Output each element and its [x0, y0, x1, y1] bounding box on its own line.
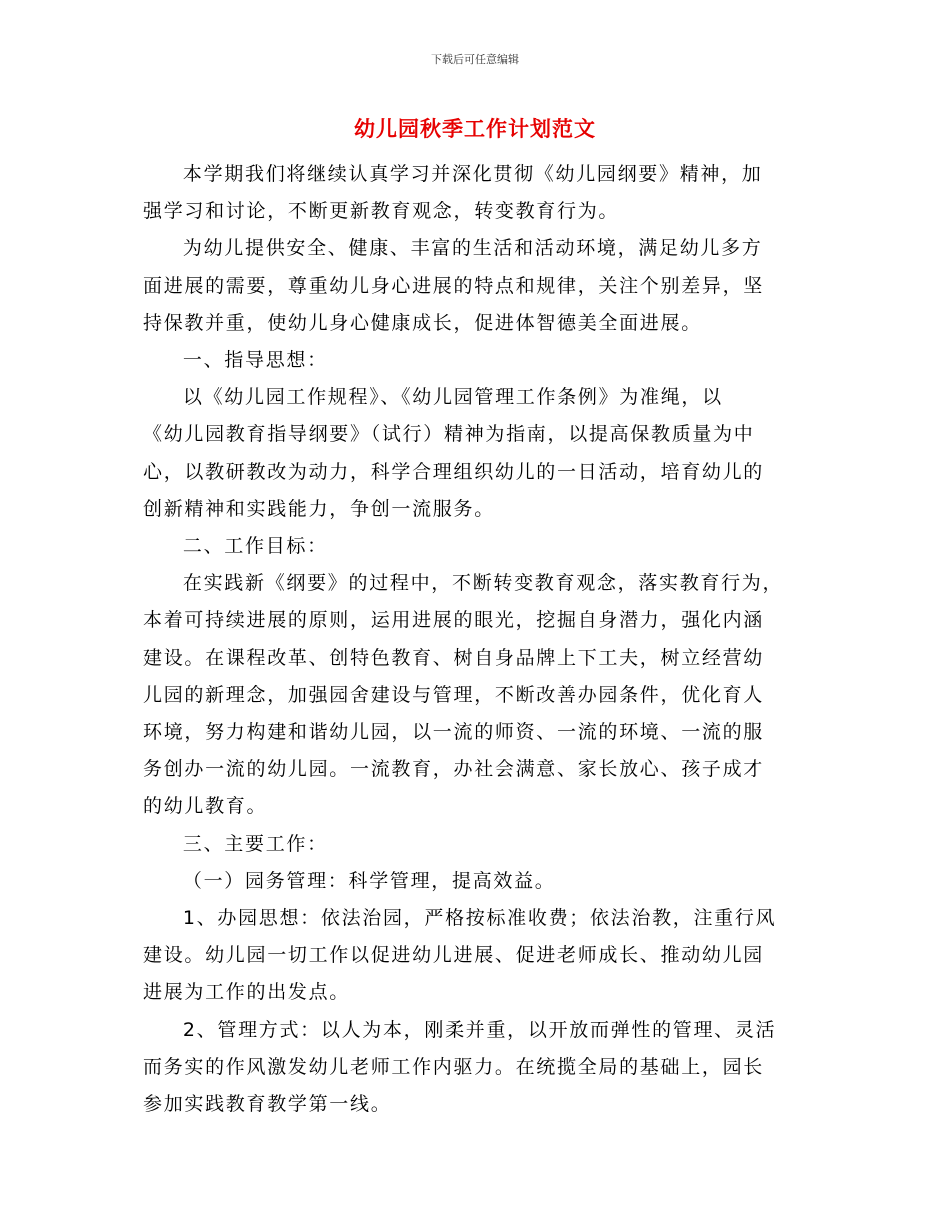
page-header-note: 下载后可任意编辑	[431, 53, 519, 66]
subsection-heading-management: （一）园务管理：科学管理，提高效益。	[182, 869, 556, 892]
paragraph-management-style: 2、管理方式：以人为本，刚柔并重，以开放而弹性的管理、灵活 而务实的作风激发幼儿老师工作内驱力。在统揽全局的基础上，园长 参加实践教育教学第一线。	[143, 1018, 777, 1116]
paragraph-guiding-thought: 以《幼儿园工作规程》、《幼儿园管理工作条例》为准绳，以 《幼儿园教育指导纲要》（试行）精神为指南，以提高保教质量为中 心，以教研教改为动力，科学合理组织幼儿的一日活动，培育幼儿的 创新精神和实践能力，争创一流服务。	[143, 386, 765, 520]
section-heading-work-goals: 二、工作目标：	[182, 535, 328, 558]
paragraph-environment: 为幼儿提供安全、健康、丰富的生活和活动环境，满足幼儿多方 面进展的需要，尊重幼儿身心进展的特点和规律，关注个别差异，坚 持保教并重，使幼儿身心健康成长，促进体智德美全面进展。	[143, 237, 765, 334]
document-body	[143, 156, 807, 1123]
document-title: 幼儿园秋季工作计划范文	[354, 117, 596, 141]
paragraph-school-philosophy: 1、办园思想：依法治园，严格按标准收费；依法治教，注重行风 建设。幼儿园一切工作以促进幼儿进展、促进老师成长、推动幼儿园 进展为工作的出发点。	[143, 907, 777, 1004]
paragraph-work-goals: 在实践新《纲要》的过程中，不断转变教育观念，落实教育行为， 本着可持续进展的原则，运用进展的眼光，挖掘自身潜力，强化内涵 建设。在课程改革、创特色教育、树自身品牌上下工夫，树立经营幼 儿园的新理念，加强园舍建设与管理，不断改善办园条件，优化育人 环境，努力构建和谐幼儿园，以一流的师资、一流的环境、一流的服 务创办一流的幼儿园。一流教育，办社会满意、家长放心、孩子成才 的幼儿教育。	[143, 572, 784, 818]
section-heading-guiding-thought: 一、指导思想：	[182, 349, 328, 372]
paragraph-intro: 本学期我们将继续认真学习并深化贯彻《幼儿园纲要》精神，加 强学习和讨论，不断更新教育观念，转变教育行为。	[143, 163, 763, 223]
section-heading-main-work: 三、主要工作：	[182, 832, 328, 855]
